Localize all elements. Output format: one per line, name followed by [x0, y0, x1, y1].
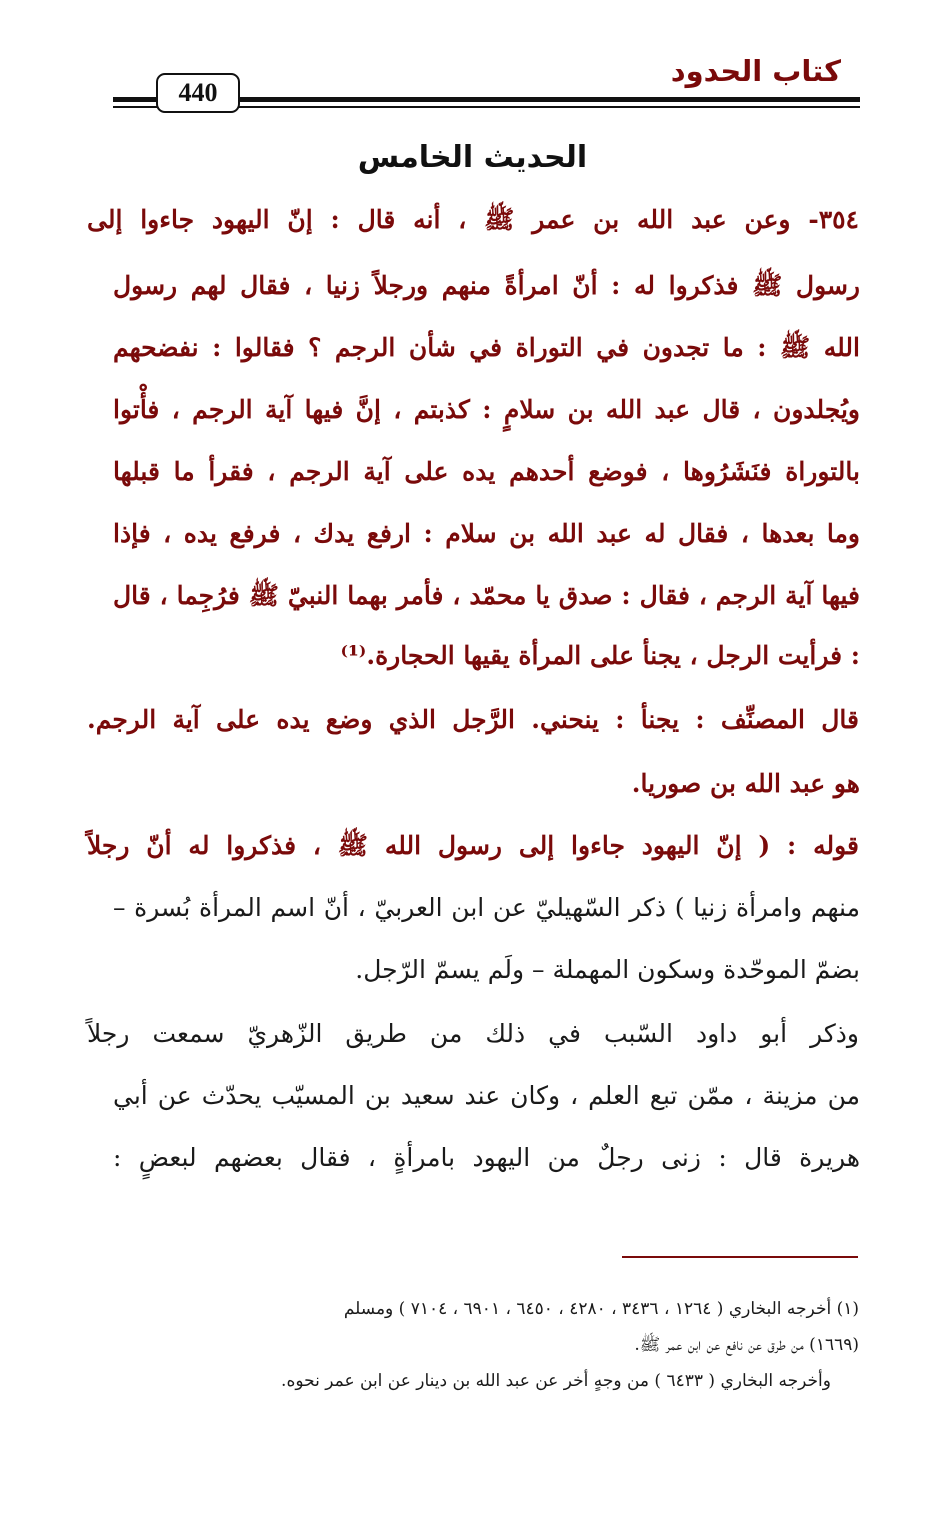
text-line: بضمّ الموحّدة وسكون المهملة – ولَم يسمّ الرّجل. [355, 955, 860, 984]
footnote-line: وأخرجه البخاري ( ٦٤٣٣ ) من وجهٍ أخر عن عبد الله بن دينار عن ابن عمر نحوه. [281, 1371, 831, 1391]
section-title: الحديث الخامس [357, 140, 588, 175]
text-line: ٣٥٤- وعن عبد الله بن عمر ﷺ ، أنه قال : إنّ اليهود جاءوا إلى [87, 205, 859, 234]
text-line: هريرة قال : زنى رجلٌ من اليهود بامرأةٍ ، فقال بعضهم لبعضٍ : [113, 1143, 860, 1172]
text-line: هو عبد الله بن صوريا. [631, 769, 860, 798]
text-line: منهم وامرأة زنيا ) ذكر السّهيليّ عن ابن العربيّ ، أنّ اسم المرأة بُسرة – [113, 893, 860, 922]
text-line: وذكر أبو داود السّبب في ذلك من طريق الزّهريّ سمعت رجلاً [87, 1019, 859, 1048]
text-line: فيها آية الرجم ، فقال : صدق يا محمّد ، فأمر بهما النبيّ ﷺ فرُجِما ، قال [113, 581, 860, 610]
footnote-rule [622, 1256, 858, 1258]
text-line: من مزينة ، ممّن تبع العلم ، وكان عند سعيد بن المسيّب يحدّث عن أبي [113, 1081, 860, 1110]
text-line: قال المصنِّف : يجنأ : ينحني. الرَّجل الذي وضع يده على آية الرجم. [87, 705, 859, 734]
text-line: الله ﷺ : ما تجدون في التوراة في شأن الرجم ؟ فقالوا : نفضحهم [113, 333, 860, 362]
text-line: رسول ﷺ فذكروا له : أنّ امرأةً منهم ورجلاً زنيا ، فقال لهم رسول [113, 271, 860, 300]
text-line: : فرأيت الرجل ، يجنأ على المرأة يقيها الحجارة.⁽¹⁾ [340, 641, 860, 670]
book-title: كتاب الحدود [670, 54, 841, 88]
text-line: ويُجلدون ، قال عبد الله بن سلامٍ : كذبتم ، إنَّ فيها آية الرجم ، فأْتوا [113, 395, 860, 424]
text-line: بالتوراة فنَشَرُوها ، فوضع أحدهم يده على آية الرجم ، فقرأ ما قبلها [113, 457, 860, 486]
footnote-line: (١) أخرجه البخاري ( ١٢٦٤ ، ٣٤٣٦ ، ٤٢٨٠ ، ٦٤٥٠ ، ٦٩٠١ ، ٧١٠٤ ) ومسلم [343, 1299, 859, 1319]
footnote-line: (١٦٦٩) من طرق عن نافع عن ابن عمر ﷺ. [634, 1335, 859, 1355]
page-number: 440 [156, 73, 240, 113]
text-line: وما بعدها ، فقال له عبد الله بن سلام : ارفع يدك ، فرفع يده ، فإذا [113, 519, 860, 548]
text-line: قوله : ( إنّ اليهود جاءوا إلى رسول الله ﷺ ، فذكروا له أنّ رجلاً [87, 831, 859, 860]
